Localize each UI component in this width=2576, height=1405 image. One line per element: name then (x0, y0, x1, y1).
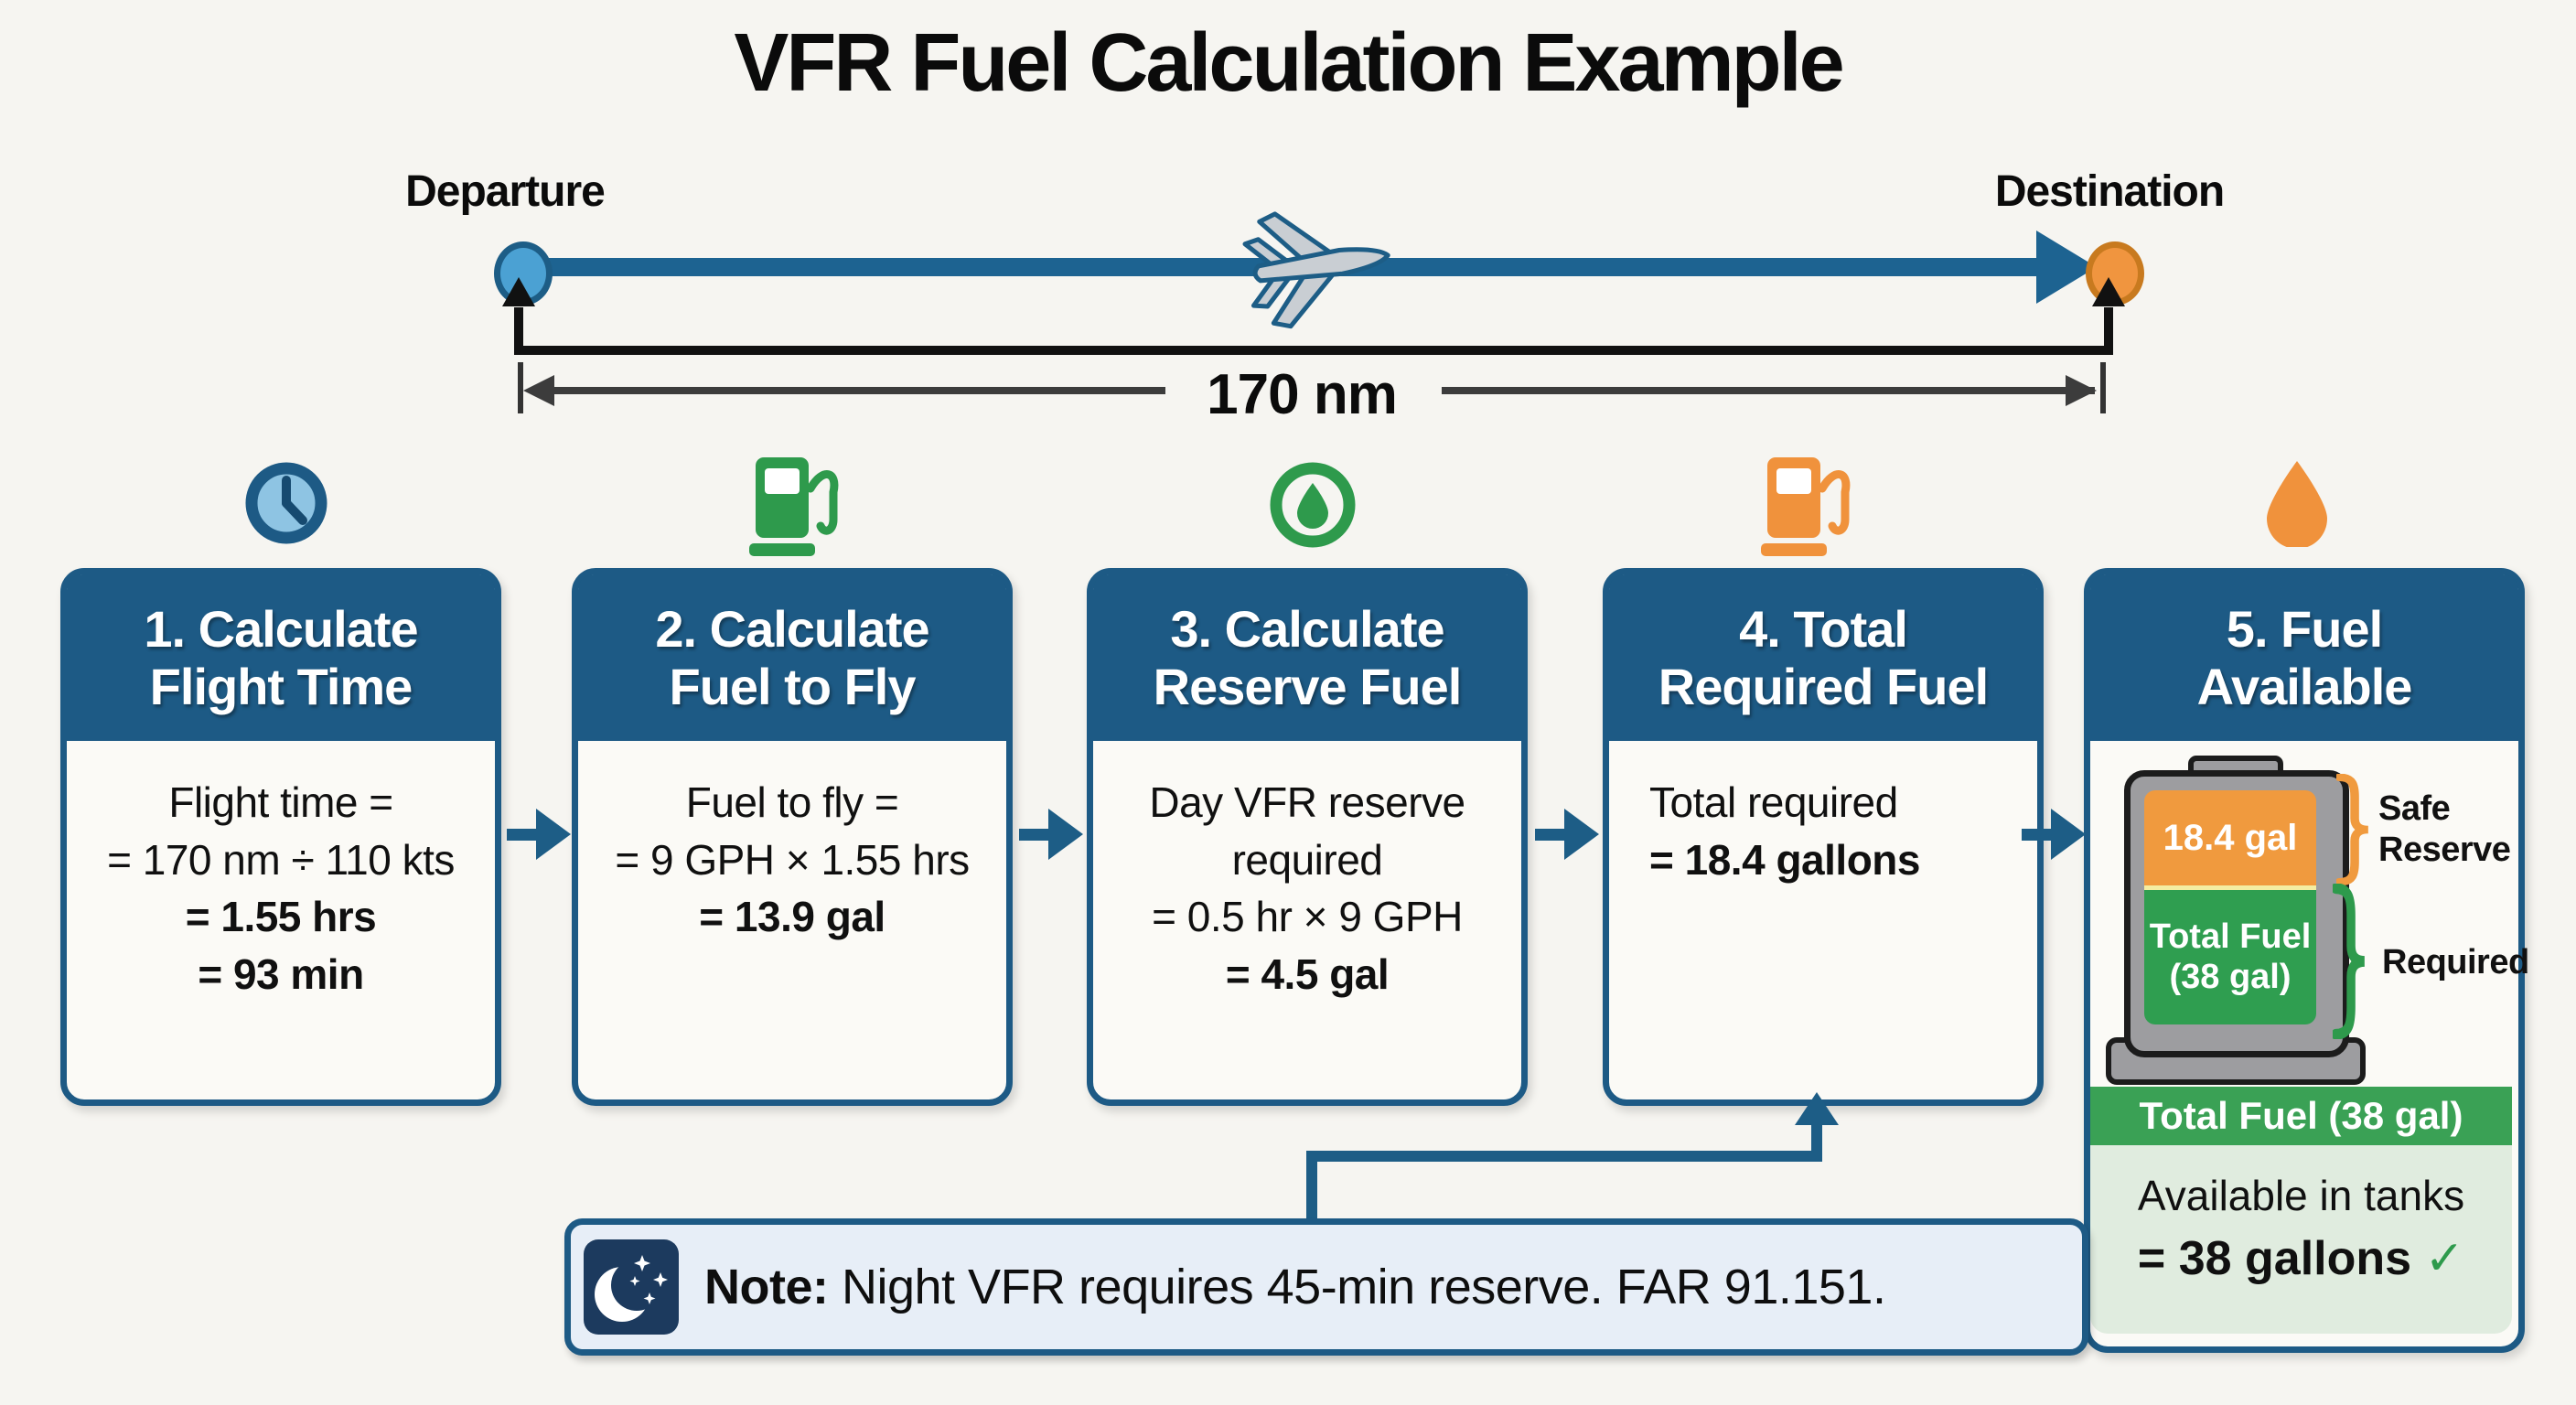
step-box-total-required (1603, 568, 2044, 1106)
note-text (704, 1259, 1885, 1315)
calc-result: = 1.55 hrs (185, 893, 377, 941)
step-header-line: Available (2196, 658, 2412, 715)
tick-left (518, 362, 523, 413)
tick-right (2100, 362, 2106, 413)
dimension-line (514, 346, 2113, 355)
calc-line: = 9 GPH × 1.55 hrs (615, 835, 970, 884)
tank-total-segment (2144, 890, 2316, 1024)
calc-line: = 170 nm ÷ 110 kts (107, 835, 455, 884)
brace-icon-safe-reserve (2336, 774, 2371, 885)
calc-line: Total required (1649, 778, 1898, 826)
fuel-pump-icon-green (748, 454, 840, 560)
step-body (578, 741, 1006, 946)
calc-result: = 13.9 gal (699, 893, 886, 941)
tank-reserve-segment: 18.4 gal (2144, 790, 2316, 885)
step-box-flight-time (60, 568, 501, 1106)
calc-line: Fuel to fly = (685, 778, 899, 826)
departure-label: Departure (405, 167, 605, 216)
dimension-stub-left (514, 307, 523, 348)
brace-icon-required (2333, 884, 2367, 1039)
dimension-stub-right (2104, 307, 2113, 348)
step-header (2090, 574, 2518, 741)
calc-line: Flight time = (168, 778, 393, 826)
safe-reserve-label: Safe Reserve (2378, 789, 2511, 869)
calc-line: Day VFR reserve (1149, 778, 1465, 826)
fuel-pump-icon-orange (1760, 454, 1852, 560)
note-prefix: Note: (704, 1260, 829, 1314)
total-fuel-bar: Total Fuel (38 gal) (2090, 1087, 2512, 1145)
step-body (1093, 741, 1521, 1003)
calc-result: = 93 min (198, 949, 364, 998)
droplet-ring-icon (1269, 461, 1357, 549)
step-header-line: 1. Calculate (144, 599, 418, 658)
step-header-line: 3. Calculate (1170, 599, 1444, 658)
distance-label: 170 nm (1207, 363, 1397, 426)
flow-arrow-icon-2 (1019, 809, 1085, 860)
calc-line: required (1231, 835, 1383, 884)
moon-icon (584, 1239, 679, 1335)
step-header (578, 574, 1006, 741)
note-body: Night VFR requires 45-min reserve. FAR 91.151. (828, 1260, 1886, 1314)
tank-total-label: Total Fuel (2149, 917, 2312, 956)
step-header-line: 5. Fuel (2226, 599, 2383, 658)
calc-result: = 18.4 gallons (1649, 835, 1920, 884)
step-header (1609, 574, 2037, 741)
step-box-reserve-fuel (1087, 568, 1528, 1106)
step-box-fuel-to-fly (572, 568, 1013, 1106)
up-arrow-icon-right (2092, 277, 2125, 306)
connector-vertical-2 (1811, 1123, 1822, 1162)
droplet-icon (2261, 457, 2333, 547)
flow-arrow-icon-1 (507, 809, 573, 860)
step-header (1093, 574, 1521, 741)
connector-horizontal (1306, 1151, 1822, 1162)
connector-up-arrow-icon (1795, 1092, 1839, 1125)
flow-arrow-icon-3 (1535, 809, 1601, 860)
clock-icon (244, 461, 328, 545)
step-header-line: Required Fuel (1658, 658, 1989, 715)
step-header-line: Flight Time (149, 658, 413, 715)
distance-line-right (1442, 387, 2095, 394)
step-header-line: 4. Total (1739, 599, 1907, 658)
step-header-line: Fuel to Fly (669, 658, 916, 715)
step-body (67, 741, 495, 1003)
required-label: Required (2382, 943, 2529, 981)
step-body (1609, 741, 2037, 888)
fuel-tank-fill (2144, 790, 2316, 1024)
check-icon: ✓ (2424, 1232, 2465, 1285)
step-header-line: 2. Calculate (655, 599, 929, 658)
calc-line: = 0.5 hr × 9 GPH (1152, 893, 1463, 941)
available-result: = 38 gallons ✓ (2137, 1232, 2465, 1285)
distance-line-left (534, 387, 1165, 394)
available-panel (2090, 1145, 2512, 1334)
step-header (67, 574, 495, 741)
destination-label: Destination (1994, 167, 2225, 216)
left-arrow-icon (523, 375, 554, 406)
step-header-line: Reserve Fuel (1153, 658, 1462, 715)
up-arrow-icon-left (502, 277, 535, 306)
calc-result: = 4.5 gal (1225, 949, 1390, 998)
available-line: Available in tanks (2137, 1172, 2465, 1219)
airplane-icon (1228, 184, 1407, 348)
flow-arrow-icon-4 (2022, 809, 2088, 860)
note-box (564, 1218, 2088, 1356)
page-title: VFR Fuel Calculation Example (734, 17, 1842, 109)
tank-total-label: (38 gal) (2169, 957, 2292, 996)
right-arrow-icon (2066, 375, 2097, 406)
